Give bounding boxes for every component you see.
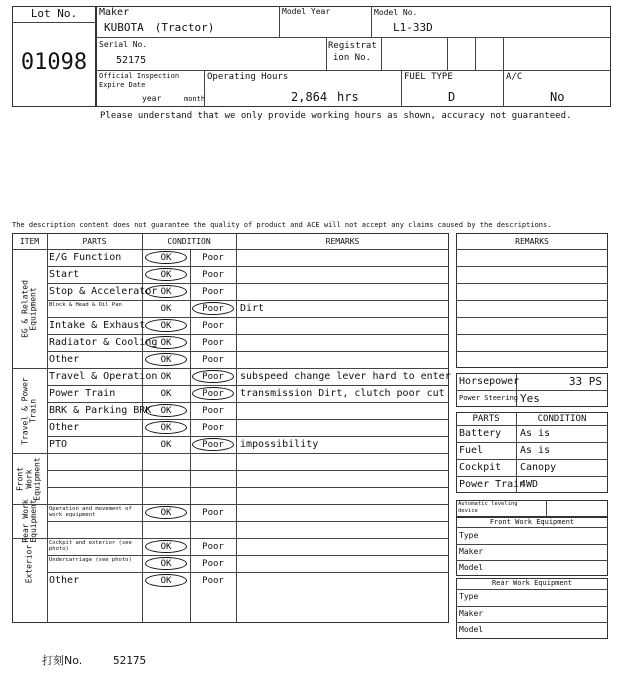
row-divider [47,436,449,437]
ok-option: OK [160,321,172,331]
battery-value: As is [520,428,551,439]
ok-circle-mark [145,540,187,553]
hours-value: 2,864 [291,90,328,104]
month-label: month [184,95,206,103]
ok-option: OK [160,576,172,586]
maker-value: KUBOTA (Tractor) [104,21,215,34]
ok-circle-mark [145,353,187,366]
group-label: Travel & Power Train [20,376,38,445]
part-label: Start [49,269,80,280]
row-divider [47,300,449,301]
front-maker-label: Maker [459,547,484,556]
ok-option: OK [160,338,172,348]
part-label: Radiator & Cooling [49,337,158,348]
row-divider [47,487,449,488]
ok-circle-mark [145,506,187,519]
ok-circle-mark [145,421,187,434]
group-label: Rear Work Equipment [20,499,38,543]
rear-maker-label: Maker [459,609,484,618]
description-notice: The description content does not guarantee the quality of product and ACE will not accept any claims caused by the descriptions. [12,221,552,229]
condition-header: CONDITION [537,414,587,424]
row-divider [47,572,449,573]
rear-model-label: Model [459,625,484,634]
auto-leveling-label-2: device [458,508,478,514]
row-divider [47,317,449,318]
ok-option: OK [160,270,172,280]
col-item: ITEM [19,237,40,246]
group-label: Front Work Equipment [15,456,42,501]
row-divider [47,266,449,267]
ok-circle-mark [145,251,187,264]
part-label: Other [49,422,80,433]
front-work-title: Front Work Equipment [489,518,575,526]
power-train-value: 4WD [520,479,539,490]
row-divider [47,419,449,420]
inspection-label-1: Official Inspection [99,72,180,80]
serial-value: 52175 [116,55,147,66]
row-divider [12,538,449,539]
registration-label-2: ion No. [333,53,371,63]
remark-text: transmission Dirt, clutch poor cut [240,388,445,399]
remark-text: subspeed change lever hard to enter [240,371,451,382]
ok-option: OK [160,508,172,518]
horsepower-label: Horsepower [459,376,520,387]
fuel-type-label: FUEL TYPE [404,72,453,82]
row-divider [12,368,449,369]
poor-option: Poor [202,542,224,552]
poor-option: Poor [202,423,224,433]
part-label: Other [49,354,80,365]
poor-option: Poor [202,355,224,365]
col-remarks: REMARKS [325,237,360,246]
model-year-label: Model Year [282,7,331,16]
ok-circle-mark [145,574,187,587]
part-label: Block & Head & Oil Pan [49,302,122,308]
ok-circle-mark [145,336,187,349]
ok-circle-mark [145,268,187,281]
ok-circle-mark [145,319,187,332]
ok-option: OK [160,287,172,297]
ok-option: OK [160,372,172,382]
poor-option: Poor [202,559,224,569]
row-divider [47,470,449,471]
fuel-type-value: D [448,90,456,104]
ok-circle-mark [145,557,187,570]
part-label: Intake & Exhaust [49,320,146,331]
part-label: Power Train [49,388,116,399]
poor-option: Poor [202,270,224,280]
cockpit-label: Cockpit [459,462,502,473]
poor-circle-mark [192,387,234,400]
row-divider [12,504,449,505]
poor-option: Poor [202,389,224,399]
ok-circle-mark [145,285,187,298]
ok-option: OK [160,406,172,416]
year-label: year [142,94,162,103]
stamp-value: 52175 [113,654,147,667]
hours-notice: Please understand that we only provide working hours as shown, accuracy not guaranteed. [100,111,572,121]
stamp-label: 打刻No. [42,654,83,667]
registration-label-1: Registrat [328,41,377,51]
row-divider [47,283,449,284]
remarks-title: REMARKS [515,237,549,246]
model-no-value: L1-33D [393,21,433,34]
poor-option: Poor [202,287,224,297]
fuel-label: Fuel [459,445,484,456]
hours-label: Operating Hours [207,72,289,82]
front-type-label: Type [459,531,479,540]
serial-label: Serial No. [99,40,148,49]
col-parts: PARTS [82,237,107,246]
ac-label: A/C [506,72,523,82]
ok-option: OK [160,559,172,569]
remark-text: Dirt [240,303,265,314]
poor-option: Poor [202,253,224,263]
poor-option: Poor [202,372,224,382]
part-label: BRK & Parking BRK [49,405,152,416]
battery-label: Battery [459,428,502,439]
power-steering-label: Power Steering [459,394,519,402]
poor-option: Poor [202,338,224,348]
part-label: E/G Function [49,252,122,263]
poor-option: Poor [202,304,224,314]
part-label: PTO [49,439,68,450]
poor-circle-mark [192,370,234,383]
poor-option: Poor [202,321,224,331]
lot-number: 01098 [20,50,88,75]
ok-option: OK [160,542,172,552]
group-label: Exterior [24,544,34,583]
power-steering-value: Yes [520,392,540,405]
part-label: Operation and movement of work equipment [49,506,132,519]
rear-type-label: Type [459,592,479,601]
model-no-label: Model No. [374,8,418,17]
maker-label: Maker [99,7,130,18]
lot-label: Lot No. [30,7,78,20]
ok-circle-mark [145,404,187,417]
poor-option: Poor [202,576,224,586]
row-divider [47,351,449,352]
ok-option: OK [160,355,172,365]
ok-option: OK [160,423,172,433]
part-label: Travel & Operation [49,371,158,382]
part-label: Undercarriage (see photo) [49,557,132,563]
row-divider [47,555,449,556]
inspection-label-2: Expire Date [99,81,146,89]
front-model-label: Model [459,563,484,572]
horsepower-value: 33 PS [568,375,602,388]
row-divider [47,385,449,386]
poor-circle-mark [192,438,234,451]
ok-option: OK [160,440,172,450]
ok-option: OK [160,389,172,399]
hours-unit: hrs [337,90,359,104]
ok-option: OK [160,253,172,263]
power-train-label: Power Train [459,479,526,490]
rear-work-title: Rear Work Equipment [491,579,573,587]
remark-text: impossibility [240,439,319,450]
row-divider [47,334,449,335]
col-condition: CONDITION [167,237,211,246]
ac-value: No [550,90,565,104]
parts-header: PARTS [472,414,500,424]
fuel-value: As is [520,445,551,456]
poor-option: Poor [202,440,224,450]
part-label: Cockpit and exterior (see photo) [49,540,132,553]
row-divider [47,402,449,403]
part-label: Stop & Accelerator [49,286,158,297]
poor-option: Poor [202,406,224,416]
part-label: Other [49,575,80,586]
row-divider [12,453,449,454]
ok-option: OK [160,304,172,314]
auto-leveling-label-1: Automatic leveling [458,501,518,507]
row-divider [47,521,449,522]
group-label: EG & Related Equipment [20,279,38,338]
poor-circle-mark [192,302,234,315]
poor-option: Poor [202,508,224,518]
cockpit-value: Canopy [520,462,557,473]
